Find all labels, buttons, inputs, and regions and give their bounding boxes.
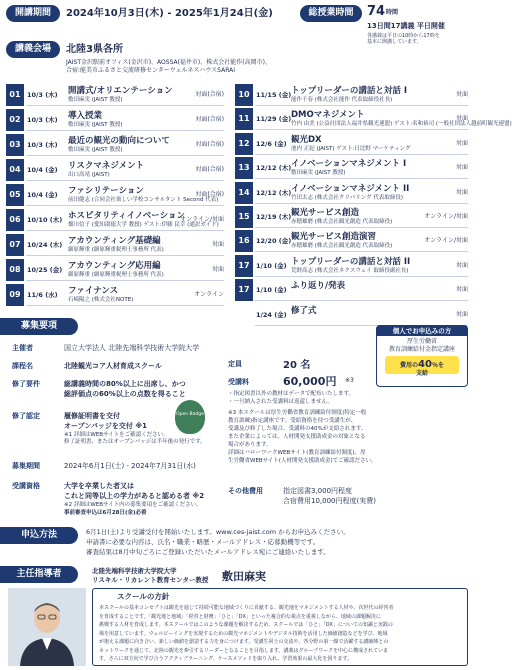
qualification-note-1: ※2 詳細はWEBサイト内の募集要項をご確認ください。 [64, 502, 202, 508]
lecture-title: イノベーションマネジメント II [291, 183, 410, 194]
fee-note-line: 教育訓練)指定講座です。受給資格を持つ受講生が、 [228, 418, 357, 424]
lecture-format: 対面 [455, 188, 468, 196]
lecture-title: リスクマネジメント [68, 161, 145, 171]
lecture-date: 10/4 (金) [27, 191, 58, 199]
schedule-row [235, 304, 468, 326]
lecture-lecturer: 竹田太志 (株式会社クリパリング 代表取締役) [291, 194, 404, 201]
fee-mark: ※3 [345, 377, 354, 384]
row-divider [26, 155, 224, 156]
lecture-date: 10/25 (金) [27, 266, 63, 274]
certificate-label: 修了認定 [12, 412, 40, 420]
other-cost-line-1: 指定図書3,000円程度 [283, 487, 353, 495]
instructor-photo [8, 588, 86, 666]
lecture-format: 対面 [455, 164, 468, 172]
lecture-lecturer: 石崎陽之 (株式会社NOTE) [68, 297, 134, 303]
completion-line-1: 総講義時間の80%以上に出席し、かつ [64, 380, 186, 388]
schedule-row [235, 108, 512, 130]
lecture-number: 01 [6, 84, 24, 106]
lecture-title: 観光サービス創造 [291, 208, 360, 218]
venue-title: 北陸3県各所 [66, 44, 123, 55]
schedule-row [235, 230, 468, 252]
lecture-date: 11/15 (金) [256, 91, 292, 99]
lecture-date: 10/10 (木) [27, 216, 63, 224]
completion-label: 修了要件 [12, 380, 40, 388]
requirements-section-label: 募集要項 [0, 318, 78, 335]
policy-line: 挑戦する人材を育成します。本スクールではこのような課題を解決するため、スクールでは「ひと」「DX」についての知識と実践の [99, 622, 393, 628]
policy-line: 場を用意しています。ウェルビーイングを実現するための観光マネジメントやデジタル技術を活用した価値創造などを学び、地域 [99, 630, 388, 637]
lecture-title: 最近の観光の動向について [68, 136, 170, 146]
lecture-format: オンライン/対面 [180, 216, 224, 223]
period-value: 2024年10月3日(木) - 2025年1月24日(金) [66, 8, 273, 19]
lecture-format: 対面(合宿) [195, 166, 224, 173]
lecture-lecturer: 池内 正紀 (JAIST) ゲスト:日比野 マーケティング [291, 145, 411, 152]
row-divider [26, 280, 224, 281]
apply-line-3: 審査結果は8月中旬ごろにご登録いただいたメールアドレス宛にご連絡いたします。 [86, 548, 330, 556]
hours-value: 74 [367, 4, 386, 19]
lecture-date: 12/12 (木) [256, 164, 292, 173]
host-label: 主催者 [12, 344, 33, 352]
policy-line: を育成することです。「観光地と地域」「経営と財務」「ひと」「DX」といった複合的な視点を重視しながら、地域の課題解決に [99, 613, 381, 620]
recruit-period-label: 募集期間 [12, 462, 40, 470]
qualification-label: 受講資格 [12, 482, 40, 490]
subsidy-badge-line-1: 厚生労働省 [406, 338, 437, 345]
lecture-date: 12/20 (金) [256, 237, 292, 246]
schedule-row [6, 134, 224, 156]
row-divider [255, 276, 468, 277]
row-divider [26, 255, 224, 256]
row-divider [255, 203, 468, 204]
open-badge-text: Open Badge [176, 412, 204, 417]
row-divider [255, 251, 468, 252]
row-divider [255, 300, 468, 301]
fee-note-line: また企業によっては、人材開発支援助成金の対象となる [228, 434, 366, 440]
apply-line-2: 申請書に必要な内容は、氏名・職業・略歴・メールアドレス・応募動機等です。 [86, 538, 320, 546]
row-divider [255, 129, 468, 130]
lecture-lecturer: 敷田麻実 (JAIST 教授) [68, 97, 123, 103]
lecture-format: 対面 [455, 139, 468, 147]
instructor-portrait-icon [8, 588, 86, 666]
lecture-format: オンライン/対面 [424, 213, 468, 220]
schedule-row [6, 109, 224, 131]
schedule-row [6, 184, 224, 206]
lecture-number: 15 [235, 206, 253, 228]
lecture-format: 対面 [211, 266, 224, 273]
policy-line: す。さらに双方向で学び合うアクティブラーニング、ケースメソッドを取り入れ、学習効果の最大化を図ります。 [99, 656, 353, 662]
lecture-number: 03 [6, 134, 24, 156]
policy-line: が抱える課題に向き合い、新しい価値を創造する力を身につけます。受講生同士の交流や、各分野の第一線で活躍する講師陣との [99, 639, 389, 645]
certificate-line-2: オープンバッジを交付 ※1 [64, 422, 147, 430]
certificate-note-1: ※1 詳細はWEBサイトをご確認ください。 [64, 432, 169, 438]
row-divider [26, 230, 224, 231]
lecture-format: 対面 [455, 261, 468, 269]
lecture-date: 1/10 (金) [256, 286, 287, 295]
certificate-line-1: 履修証明書を交付 [64, 412, 120, 420]
lecture-title: イノベーションマネジメント I [291, 159, 407, 170]
lecture-format: 対面 [455, 91, 468, 98]
subsidy-rate-prefix: 費用の [400, 362, 419, 369]
policy-box [92, 588, 468, 666]
schedule-row [235, 84, 468, 106]
schedule-row [6, 234, 224, 256]
schedule-row [6, 209, 224, 231]
lecture-title: 修了式 [291, 305, 317, 316]
hours-note-1: 各講義は平日の10時から17時を [367, 33, 440, 39]
lecture-lecturer: 細原輝重 (細原輝重税理士事務所 代表) [68, 272, 164, 278]
recruit-period-value: 2024年6月1日(土) - 2024年7月31日(水) [64, 462, 196, 470]
lecture-format: 対面(合宿) [195, 116, 224, 123]
subsidy-rate: 40 [418, 359, 432, 370]
lecture-title: トップリーダーの講話と対話 I [291, 86, 408, 96]
schedule-row [235, 206, 468, 228]
lecture-number: 10 [235, 84, 253, 106]
qualification-note-2: 事前審査申込は6月28日(金)必着 [64, 510, 147, 516]
lecture-lecturer: 竹内 由美 (公益社団法人福井県観光連盟) ゲスト:名和裕司 (一般社団法人越前町観光連盟) [291, 121, 512, 128]
lecture-lecturer: 前田健志 (合同会社楽しい学校コンサルタント Second 代表) [68, 197, 219, 203]
lecture-lecturer: 荒野高志 (株式会社ネクスウェイ 取締役副社長) [291, 267, 409, 274]
policy-line: 本スクールの基本コンセプトは観光を通じて持続可能な地域づくりに貢献する、観光地をマネジメントする人材や、次世代の経営者 [99, 605, 394, 611]
instructor-section-label: 主任指導者 [0, 566, 78, 583]
lecture-format: 対面(合宿) [195, 191, 224, 198]
row-divider [26, 105, 224, 106]
lecture-number: 16 [235, 230, 253, 252]
open-badge-icon [175, 400, 205, 434]
qualification-line-2: これと同等以上の学力があると認める者 ※2 [64, 492, 205, 500]
lecture-number: 17 [235, 279, 253, 301]
schedule-right [235, 84, 512, 329]
lecture-lecturer: 敷田麻実 (JAIST 教授) [68, 147, 123, 153]
lecture-number: 06 [6, 209, 24, 231]
host-value: 国立大学法人 北陸先端科学技術大学院大学 [64, 344, 200, 352]
lecture-date: 11/29 (金) [256, 115, 292, 124]
fee-note-line: ※3 本スクールは厚生労働省教育訓練給付制度(特定一般 [228, 410, 367, 416]
lecture-number: 12 [235, 133, 253, 155]
instructor-affiliation-1: 北陸先端科学技術大学院大学 [92, 567, 177, 575]
venue-line-1: JAIST金沢駅前オフィス(金沢市)、AOSSA(福井市)、株式会社能作(高岡市)、 [66, 59, 271, 66]
schedule-row [6, 159, 224, 181]
apply-section-label: 申込方法 [0, 527, 78, 544]
lecture-number: 04 [6, 159, 24, 181]
lecture-title: 開講式/オリエンテーション [68, 86, 173, 96]
row-divider [26, 130, 224, 131]
fee-value: 60,000円 [283, 375, 337, 388]
lecture-lecturer: 畑川信子 (愛知淑徳大学 教授) ゲスト:伊藤 民幸 (通訳ガイド) [68, 222, 219, 228]
lecture-number [235, 304, 253, 326]
lecture-number: 08 [6, 259, 24, 281]
lecture-lecturer: 細原輝重 (細原輝重税理士事務所 代表) [68, 247, 164, 253]
schedule-left [6, 84, 224, 309]
row-divider [26, 305, 224, 306]
lecture-number: 07 [6, 234, 24, 256]
other-cost-label: その他費用 [228, 487, 263, 495]
fee-note-line: 詳細はハローワークWEBサイト(教育訓練給付制度)、厚 [228, 450, 366, 456]
lecture-format: 対面 [211, 241, 224, 248]
subsidy-badge-title: 個人でお申込みの方 [377, 326, 467, 336]
fee-note-line: 受講及び修了した場合、受講料の40%が支給されます。 [228, 426, 367, 432]
lecture-format: 対面(合宿) [195, 141, 224, 148]
lecture-lecturer: 敷田麻実 (JAIST 教授) [291, 170, 346, 177]
subsidy-badge-line-2: 教育訓練給付金指定講座 [388, 346, 455, 353]
hours-label: 総授業時間 [300, 5, 362, 22]
course-value: 北陸観光コア人材育成スクール [64, 362, 162, 370]
lecture-lecturer: 能作千春 (株式会社能作 代表取締役社長) [291, 97, 393, 103]
lecture-title: ホスピタリティイノベーション [68, 211, 185, 221]
lecture-number: 13 [235, 157, 253, 179]
lecture-lecturer: 敷田麻実 (JAIST 教授) [68, 122, 123, 128]
lecture-number: 02 [6, 109, 24, 131]
row-divider [26, 180, 224, 181]
hours-unit: 時間 [386, 9, 399, 16]
row-divider [255, 178, 468, 179]
fee-side-note-1: ・指定図書以外の教材はデータで配布いたします。 [228, 391, 355, 397]
lecture-number: 05 [6, 184, 24, 206]
lecture-title: 観光サービス創造演習 [291, 232, 377, 243]
venue-label: 講義会場 [6, 41, 60, 58]
row-divider [255, 227, 468, 228]
lecture-lecturer: 赤穂雄磨 (株式会社観光創造 代表取締役) [291, 243, 393, 250]
subsidy-rate-box [385, 356, 459, 377]
policy-title: スクールの方針 [117, 592, 170, 601]
lecture-title: トップリーダーの講話と対話 II [291, 256, 411, 267]
capacity-value: 20 名 [283, 360, 311, 371]
instructor-name: 敷田麻実 [222, 570, 266, 583]
lecture-title: ファイナンス [68, 286, 119, 296]
lecture-number: 14 [235, 182, 253, 204]
lecture-format: 対面 [455, 310, 468, 318]
other-cost-line-2: 合宿費用10,000円程度(実費) [283, 497, 376, 505]
lecture-date: 12/19 (木) [256, 213, 292, 221]
schedule-row [235, 157, 468, 179]
course-label: 課程名 [12, 362, 33, 370]
period-label: 開講期間 [6, 5, 60, 22]
instructor-affiliation-2: リスキル・リカレント教育センター教授 [92, 576, 209, 584]
policy-text [99, 604, 463, 664]
subsidy-badge [376, 325, 468, 387]
lecture-title: 導入授業 [68, 111, 103, 121]
lecture-date: 10/3 (木) [27, 91, 58, 99]
lecture-date: 12/6 (金) [256, 139, 287, 148]
row-divider [255, 154, 468, 155]
subsidy-rate-suffix: ％を [431, 362, 444, 369]
hours-detail: 13日間17講義 平日開催 [367, 22, 445, 30]
lecture-title: 観光DX [291, 134, 322, 145]
lecture-number: 11 [235, 108, 253, 130]
fee-note-line: 生労働省WEBサイト(人材開発支援助成金)でご確認ださい。 [228, 458, 377, 464]
lecture-date: 10/3 (木) [27, 141, 58, 149]
lecture-date: 12/12 (木) [256, 188, 292, 197]
row-divider [255, 105, 468, 106]
lecture-title: DMOマネジメント [291, 110, 365, 121]
schedule-row [6, 284, 224, 306]
lecture-number: 17 [235, 255, 253, 277]
row-divider [26, 205, 224, 206]
lecture-title: ファシリテーション [68, 186, 144, 196]
lecture-date: 10/24 (木) [27, 241, 63, 249]
venue-line-2: 合宿:能美市ふるさと交流研修センターウェルネスハウスSARAI [66, 67, 236, 74]
lecture-title: ふり返り/発表 [291, 281, 346, 292]
lecture-number: 09 [6, 284, 24, 306]
lecture-format: オンライン/対面 [424, 237, 468, 245]
lecture-format: オンライン [194, 291, 224, 298]
lecture-title: アカウンティング応用編 [68, 261, 161, 271]
schedule-row [235, 182, 468, 204]
lecture-format: 対面(合宿) [195, 91, 224, 98]
lecture-format: 対面 [455, 115, 468, 123]
apply-line-1: 6月1日(土)より受講受付を開始いたします。www.ces-jaist.com からお申込みください。 [86, 528, 350, 536]
lecture-lecturer: 出口高靖 (JAIST) [68, 172, 110, 178]
fee-notes [228, 409, 468, 465]
schedule-row [235, 279, 468, 301]
fee-side-note-2: ・一旦納入された受講料は返還しません。 [228, 399, 333, 405]
schedule-row [6, 259, 224, 281]
capacity-label: 定員 [228, 360, 242, 368]
fee-label: 受講料 [228, 378, 249, 386]
lecture-format: 対面 [455, 286, 468, 294]
schedule-row [6, 84, 224, 106]
fee-note-line: 場合があります。 [228, 442, 272, 448]
lecture-date: 1/10 (金) [256, 261, 287, 270]
lecture-date: 11/6 (水) [27, 291, 58, 299]
lecture-lecturer: 赤穂雄磨 (株式会社観光創造 代表取締役) [291, 219, 393, 225]
schedule-row [235, 133, 468, 155]
policy-line: ネットワークを通じて、北陸の観光を牽引するリーダーとなることを目指します。講義はグループワークを中心に構成されていま [99, 647, 389, 654]
hours-note-2: 基本に開講しています。 [367, 39, 422, 45]
subsidy-rate-end: 支給 [415, 370, 428, 377]
schedule-row [235, 255, 468, 277]
qualification-line-1: 大学を卒業した者又は [64, 482, 134, 490]
lecture-date: 10/4 (金) [27, 166, 58, 174]
lecture-date: 1/24 (金) [256, 310, 287, 319]
completion-line-2: 総評価点の60%以上の点数を得ること [64, 390, 186, 398]
lecture-title: アカウンティング基礎編 [68, 236, 161, 246]
certificate-note-2: 修了証明書、またはオープンバッジは半年後の発行です。 [64, 439, 206, 445]
lecture-date: 10/3 (木) [27, 116, 58, 124]
